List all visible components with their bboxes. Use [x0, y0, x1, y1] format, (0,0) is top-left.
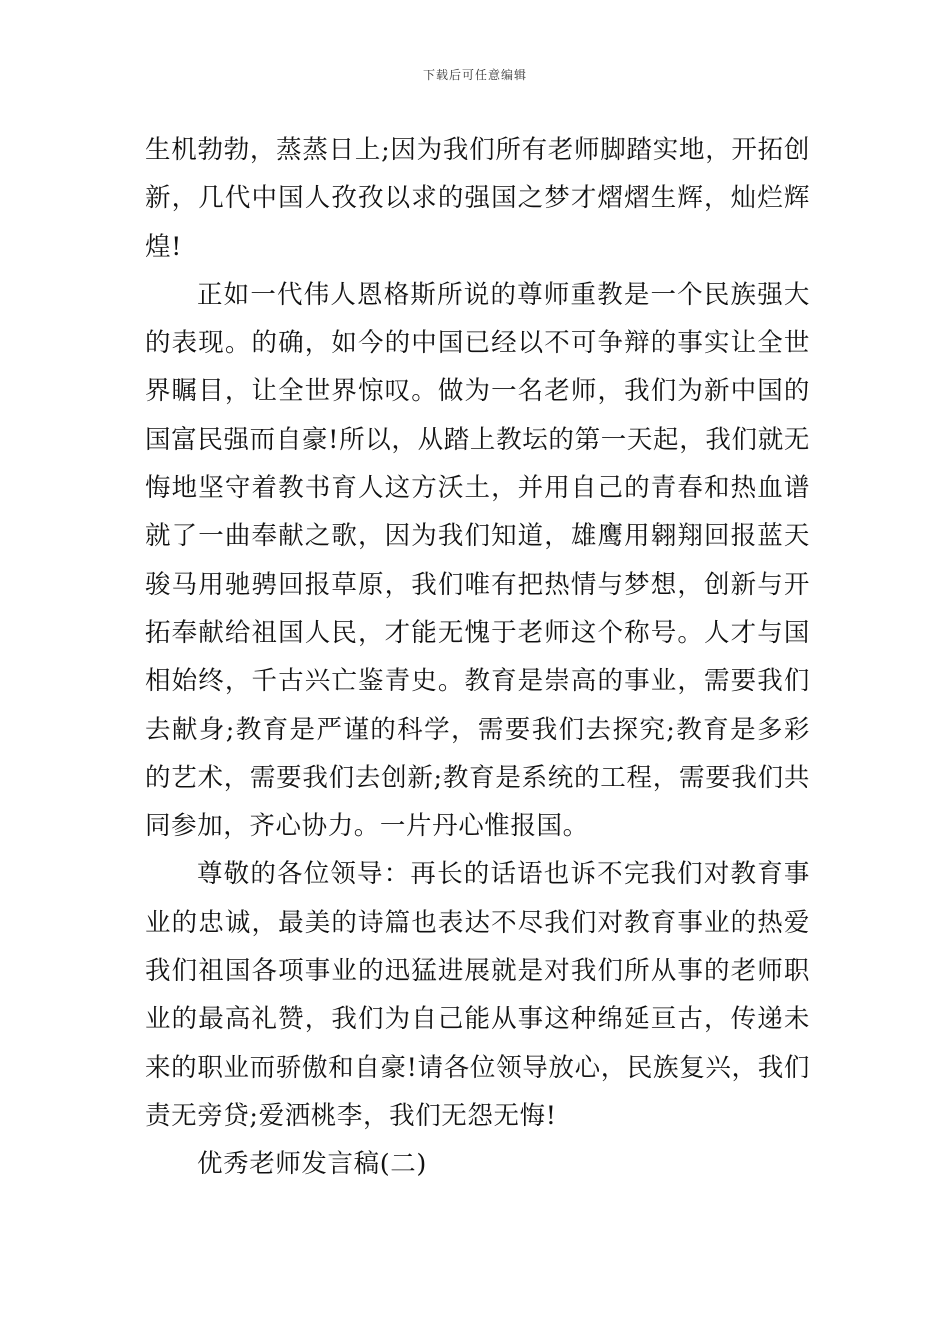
document-body [145, 126, 810, 1189]
paragraph-continued: 生机勃勃，蒸蒸日上;因为我们所有老师脚踏实地，开拓创新，几代中国人孜孜以求的强国之梦才熠熠生辉，灿烂辉煌! [145, 135, 810, 262]
page-header-note: 下载后可任意编辑 [422, 68, 527, 82]
paragraph-dear-leaders: 尊敬的各位领导：再长的话语也诉不完我们对教育事业的忠诚，最美的诗篇也表达不尽我们对教育事业的热爱我们祖国各项事业的迅猛进展就是对我们所从事的老师职业的最高礼赞，我们为自己能从事这种绵延亘古，传递未来的职业而骄傲和自豪!请各位领导放心，民族复兴，我们责无旁贷;爱洒桃李，我们无怨无悔! [145, 859, 810, 1131]
paragraph-respect-teachers: 正如一代伟人恩格斯所说的尊师重教是一个民族强大的表现。的确，如今的中国已经以不可争辩的事实让全世界瞩目，让全世界惊叹。做为一名老师，我们为新中国的国富民强而自豪!所以，从踏上教坛的第一天起，我们就无悔地坚守着教书育人这方沃土，并用自己的青春和热血谱就了一曲奉献之歌，因为我们知道，雄鹰用翱翔回报蓝天骏马用驰骋回报草原，我们唯有把热情与梦想，创新与开拓奉献给祖国人民，才能无愧于老师这个称号。人才与国相始终，千古兴亡鉴青史。教育是崇高的事业，需要我们去献身;教育是严谨的科学，需要我们去探究;教育是多彩的艺术，需要我们去创新;教育是系统的工程，需要我们共同参加，齐心协力。一片丹心惟报国。 [145, 279, 810, 842]
section-heading: 优秀老师发言稿(二) [197, 1149, 427, 1180]
